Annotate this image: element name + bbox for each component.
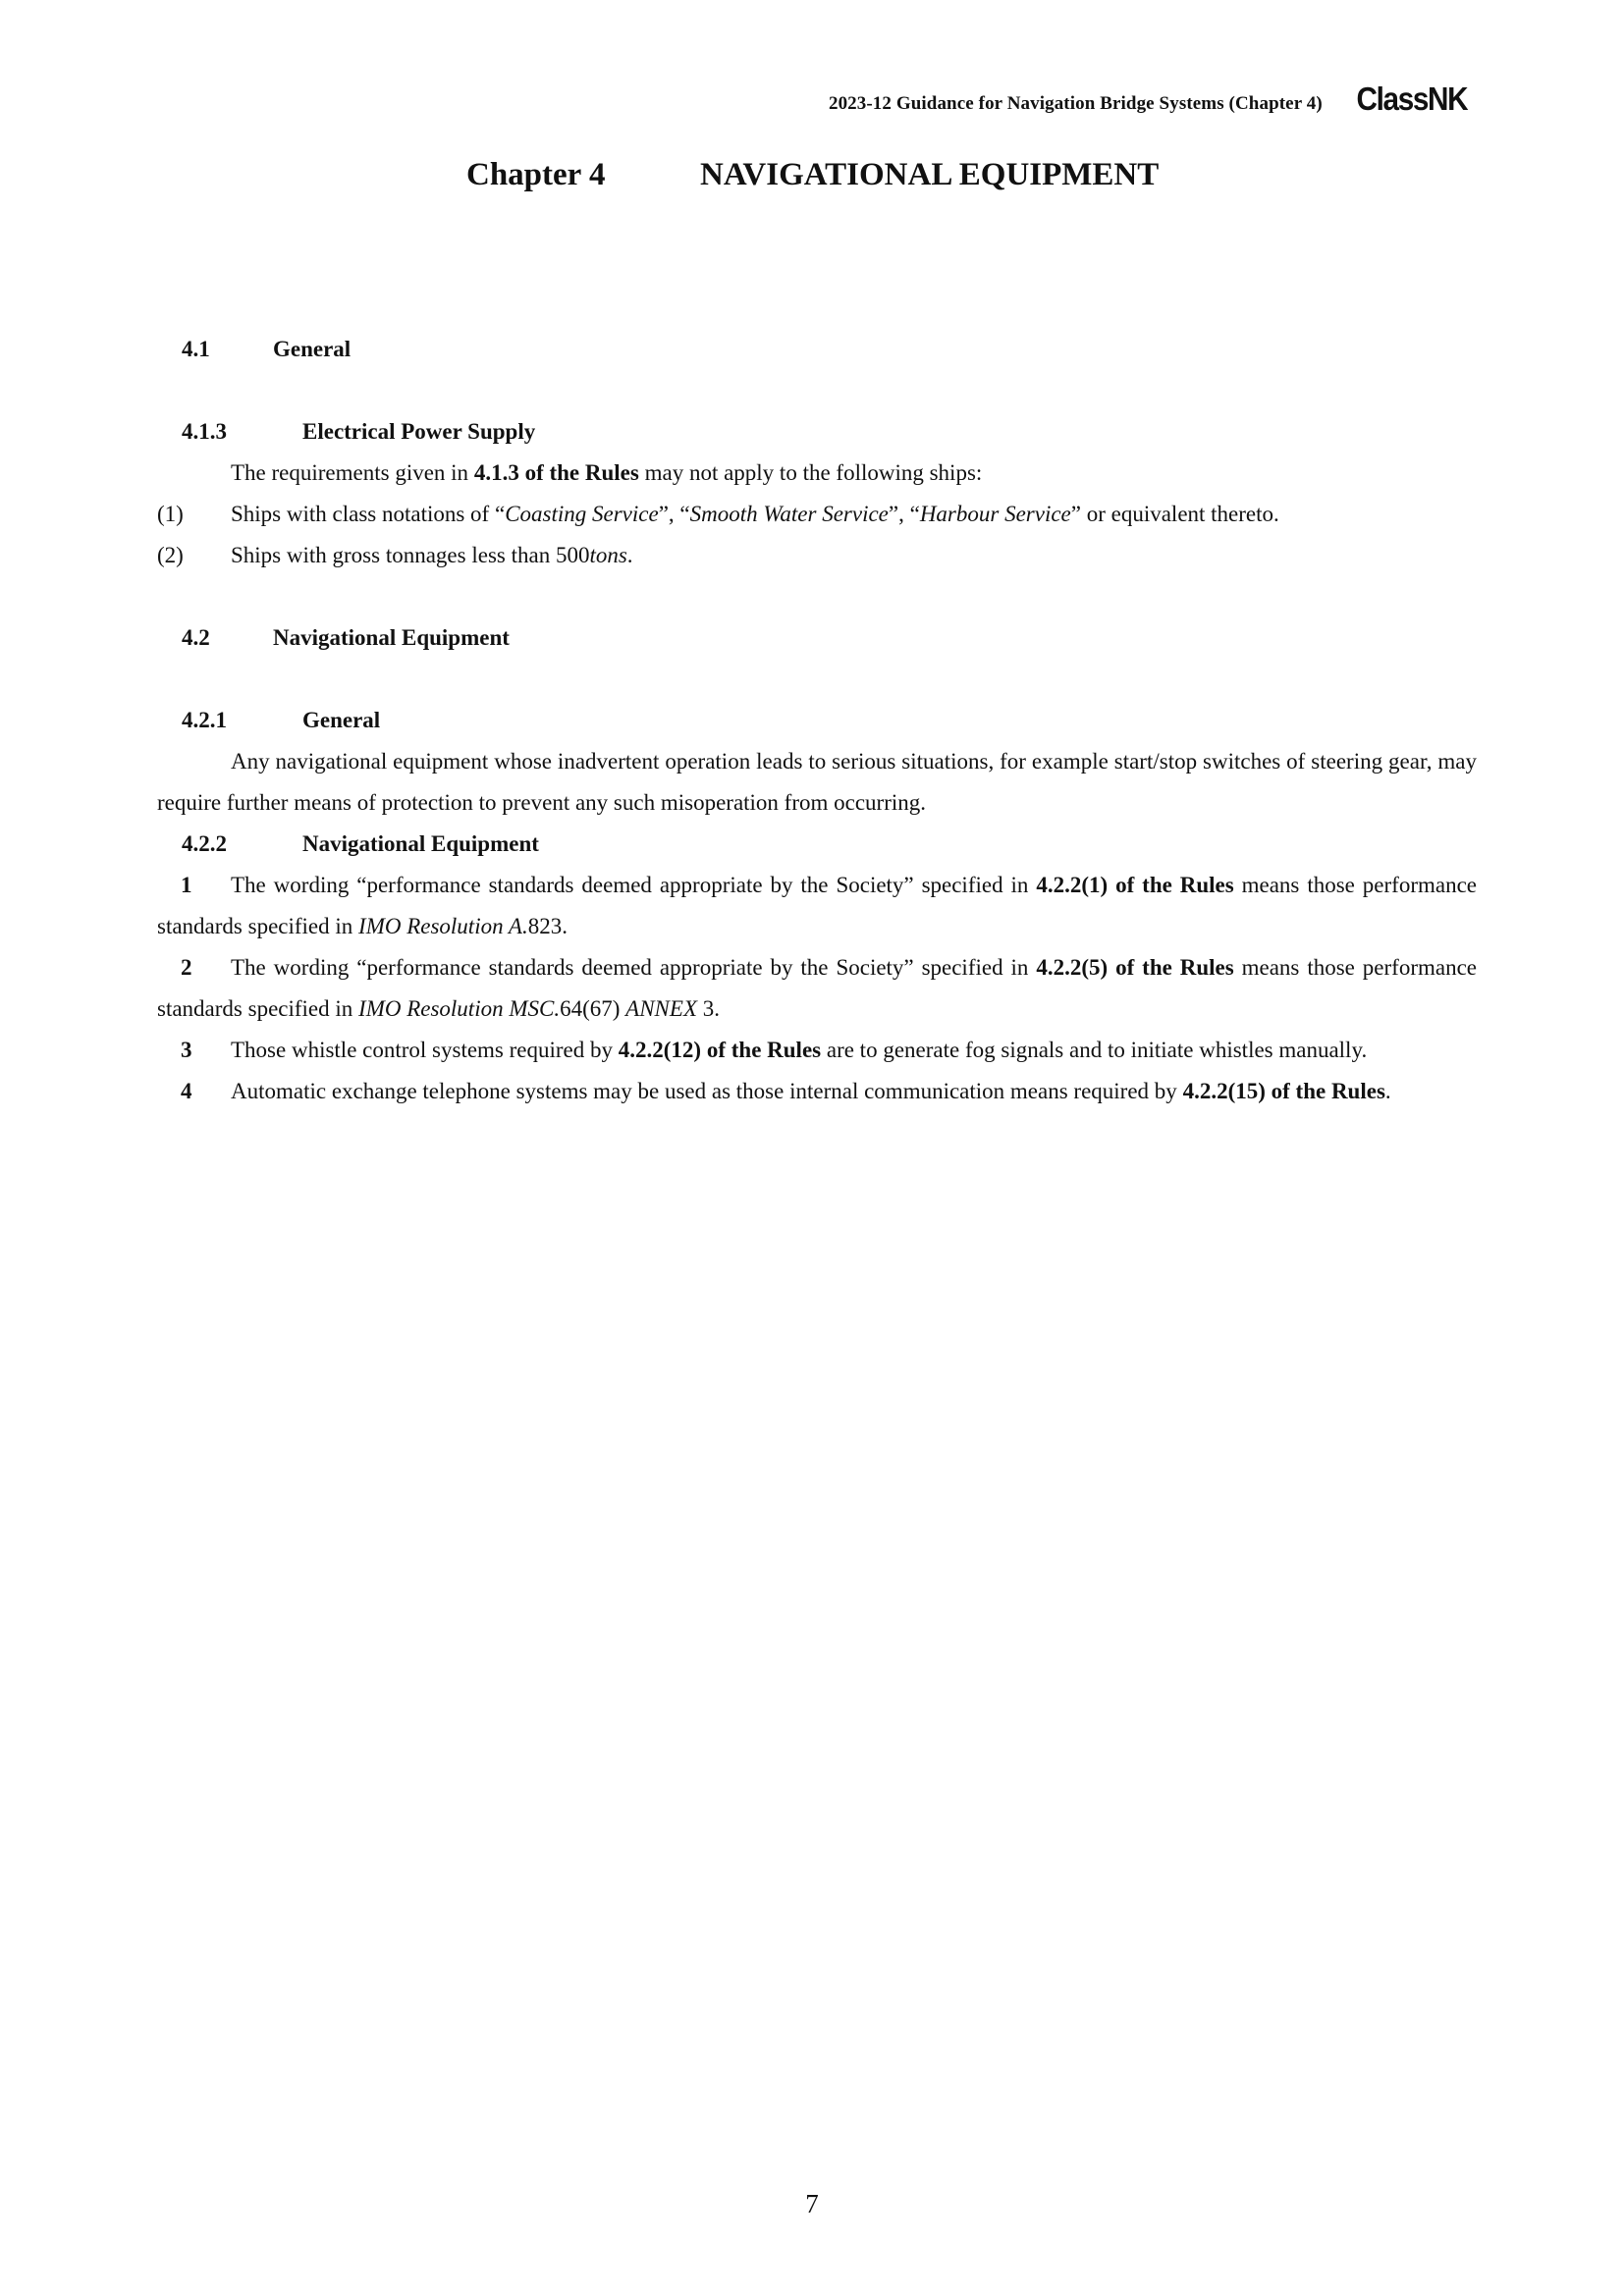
classnk-logo: ClassNK [1356, 80, 1467, 117]
paragraph-number: 2 [181, 955, 192, 980]
page-number: 7 [805, 2189, 819, 2218]
paragraph-number: 3 [181, 1038, 192, 1062]
section-title: Electrical Power Supply [302, 419, 536, 444]
paragraph-number: 4 [181, 1079, 192, 1103]
section-title: General [273, 337, 352, 361]
chapter-title: NAVIGATIONAL EQUIPMENT [700, 157, 1160, 192]
section-4-2-2-heading [157, 824, 1477, 865]
item-label: (2) [157, 543, 184, 567]
paragraph-number: 1 [181, 873, 192, 897]
chapter-number: Chapter 4 [466, 157, 606, 192]
item-label: (1) [157, 502, 184, 526]
section-4-2-1-text: Any navigational equipment whose inadvertent operation leads to serious situations, for example start/stop switches of steering gear, may require further means of protection to prevent any such misoperation from occurring. [157, 749, 1477, 815]
section-4-1-heading [157, 329, 1477, 370]
section-4-2-heading [157, 617, 1477, 659]
section-number: 4.2.2 [182, 831, 227, 856]
numbered-paragraph-3: 3 Those whistle control systems required by 4.2.2(12) of the Rules are to generate fog signals and to initiate whistles manually. [157, 1030, 1477, 1071]
section-number: 4.1.3 [182, 419, 227, 444]
list-item: (1) Ships with class notations of “Coasting Service”, “Smooth Water Service”, “Harbour Service” or equivalent thereto. [157, 494, 1477, 535]
numbered-paragraph-4: 4 Automatic exchange telephone systems may be used as those internal communication means required by 4.2.2(15) of the Rules. [157, 1071, 1477, 1112]
rule-reference: 4.2.2(1) of the Rules [1036, 873, 1234, 897]
section-number: 4.1 [182, 337, 210, 361]
section-4-2-1-heading [157, 700, 1477, 741]
document-body [157, 329, 1477, 1112]
section-4-1-3-heading [157, 411, 1477, 453]
page-header [829, 82, 1467, 115]
section-4-1-3-intro: The requirements given in 4.1.3 of the Rules may not apply to the following ships: [231, 460, 983, 485]
section-title: General [302, 708, 381, 732]
rule-reference: 4.2.2(5) of the Rules [1036, 955, 1234, 980]
rule-reference: 4.1.3 of the Rules [473, 460, 639, 485]
section-title: Navigational Equipment [302, 831, 539, 856]
header-title: 2023-12 Guidance for Navigation Bridge Systems (Chapter 4) [828, 93, 1323, 114]
list-item: (2) Ships with gross tonnages less than 500tons. [157, 535, 1477, 576]
section-number: 4.2.1 [182, 708, 227, 732]
section-title: Navigational Equipment [273, 625, 510, 650]
section-number: 4.2 [182, 625, 210, 650]
rule-reference: 4.2.2(12) of the Rules [618, 1038, 822, 1062]
numbered-paragraph-1: 1 The wording “performance standards deemed appropriate by the Society” specified in 4.2.2(1) of the Rules means those performance standards specified in IMO Resolution A.823. [157, 865, 1477, 947]
rule-reference: 4.2.2(15) of the Rules [1182, 1079, 1385, 1103]
numbered-paragraph-2: 2 The wording “performance standards deemed appropriate by the Society” specified in 4.2.2(5) of the Rules means those performance standards specified in IMO Resolution MSC.64(67) ANNEX 3. [157, 947, 1477, 1030]
